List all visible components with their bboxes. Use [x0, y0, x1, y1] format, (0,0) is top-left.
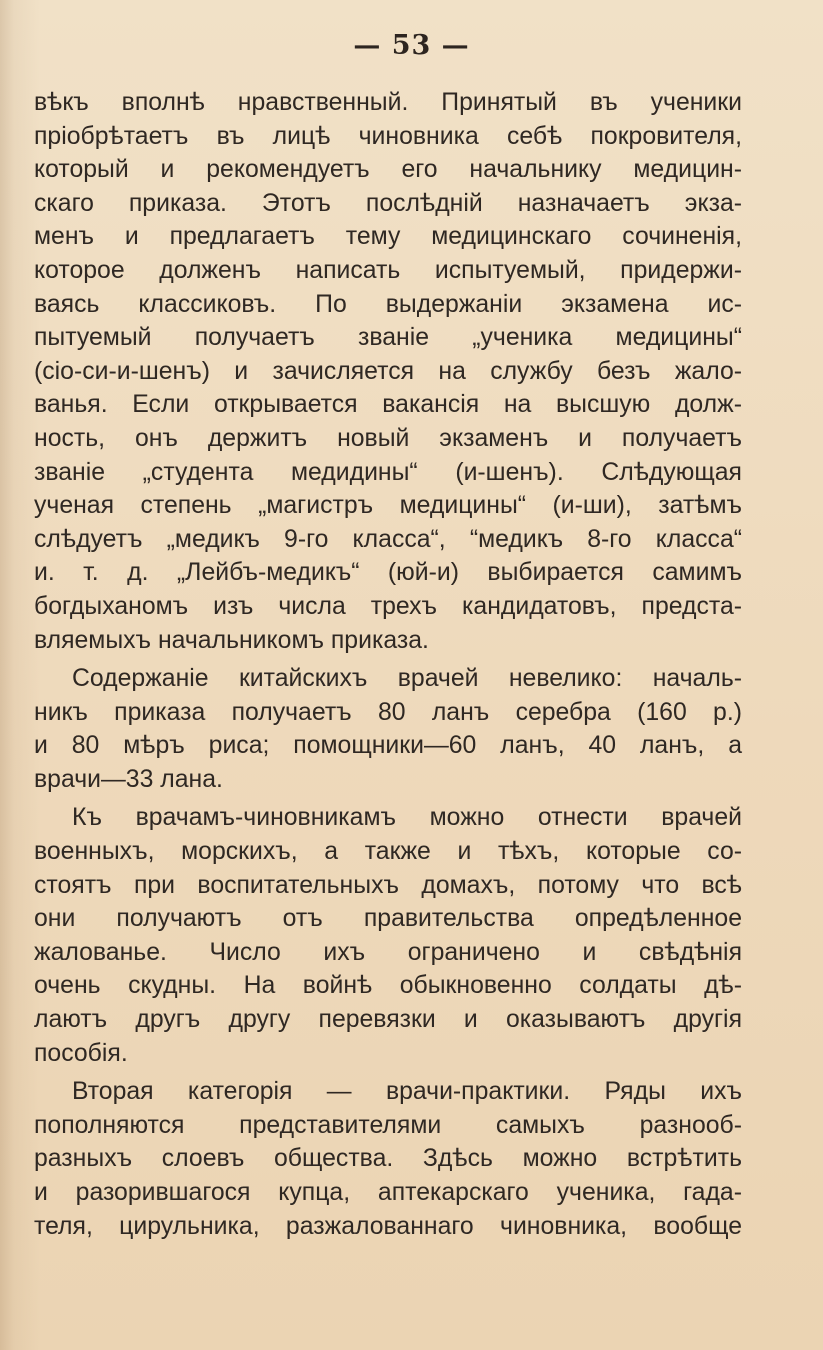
text-line: Содержаніе китайскихъ врачей невелико: началь- — [72, 665, 742, 693]
text-line: теля, цирульника, разжалованнаго чиновника, вообще — [34, 1212, 742, 1240]
paragraph — [34, 86, 742, 657]
text-line: пополняются представителями самыхъ разнооб- — [34, 1111, 742, 1139]
text-line: они получаютъ отъ правительства опредѣленное — [34, 905, 742, 933]
text-line: ванья. Если открывается вакансія на высшую долж- — [34, 391, 742, 419]
text-line: стоятъ при воспитательныхъ домахъ, потому что всѣ — [34, 871, 742, 899]
text-line: ность, онъ держитъ новый экзаменъ и получаетъ — [34, 424, 742, 452]
text-line: пособія. — [34, 1039, 128, 1067]
text-line: очень скудны. На войнѣ обыкновенно солдаты дѣ- — [34, 972, 742, 1000]
text-line: Къ врачамъ-чиновникамъ можно отнести врачей — [72, 804, 742, 832]
text-line: ваясь классиковъ. По выдержаніи экзамена ис- — [34, 290, 742, 318]
text-line: и разорившагося купца, аптекарскаго ученика, гада- — [34, 1179, 742, 1206]
text-line: званіе „студента медидины“ (и-шенъ). Слѣдующая — [34, 458, 742, 486]
text-line: никъ приказа получаетъ 80 ланъ серебра (160 р.) — [34, 698, 742, 726]
text-line: и 80 мѣръ риса; помощники—60 ланъ, 40 ланъ, а — [34, 732, 742, 760]
text-line: и. т. д. „Лейбъ-медикъ“ (юй-и) выбирается самимъ — [34, 559, 742, 587]
text-line: Вторая категорія — врачи-практики. Ряды ихъ — [72, 1078, 742, 1106]
text-line: которое долженъ написать испытуемый, придержи- — [34, 256, 742, 284]
text-line: слѣдуетъ „медикъ 9-го класса“, “медикъ 8-го класса“ — [34, 525, 742, 553]
text-line: (сіо-си-и-шенъ) и зачисляется на службу безъ жало- — [34, 357, 742, 385]
text-line: военныхъ, морскихъ, а также и тѣхъ, которые со- — [34, 838, 742, 866]
text-line: ученая степень „магистръ медицины“ (и-ши), затѣмъ — [34, 492, 742, 520]
text-line: который и рекомендуетъ его начальнику медицин- — [34, 156, 742, 184]
text-line: богдыханомъ изъ числа трехъ кандидатовъ, предста- — [34, 592, 742, 620]
paragraph — [34, 662, 742, 796]
paragraph — [34, 1075, 742, 1243]
text-line: пріобрѣтаетъ въ лицѣ чиновника себѣ покровителя, — [34, 122, 742, 150]
text-line: жалованье. Число ихъ ограничено и свѣдѣнія — [34, 938, 742, 966]
text-line: вѣкъ вполнѣ нравственный. Принятый въ ученики — [34, 89, 742, 116]
text-line: скаго приказа. Этотъ послѣдній назначаетъ экза- — [34, 189, 742, 217]
text-line: врачи—33 лана. — [34, 765, 223, 793]
text-line: вляемыхъ начальникомъ приказа. — [34, 626, 429, 654]
page-number: — 53 — — [353, 30, 470, 61]
text-line: пытуемый получаетъ званіе „ученика медицины“ — [34, 324, 742, 352]
text-line: разныхъ слоевъ общества. Здѣсь можно встрѣтить — [34, 1145, 742, 1173]
text-line: менъ и предлагаетъ тему медицинскаго сочиненія, — [34, 223, 742, 251]
paragraph — [34, 801, 742, 1070]
text-line: лаютъ другъ другу перевязки и оказываютъ другія — [34, 1006, 742, 1034]
body-text — [34, 86, 742, 1243]
